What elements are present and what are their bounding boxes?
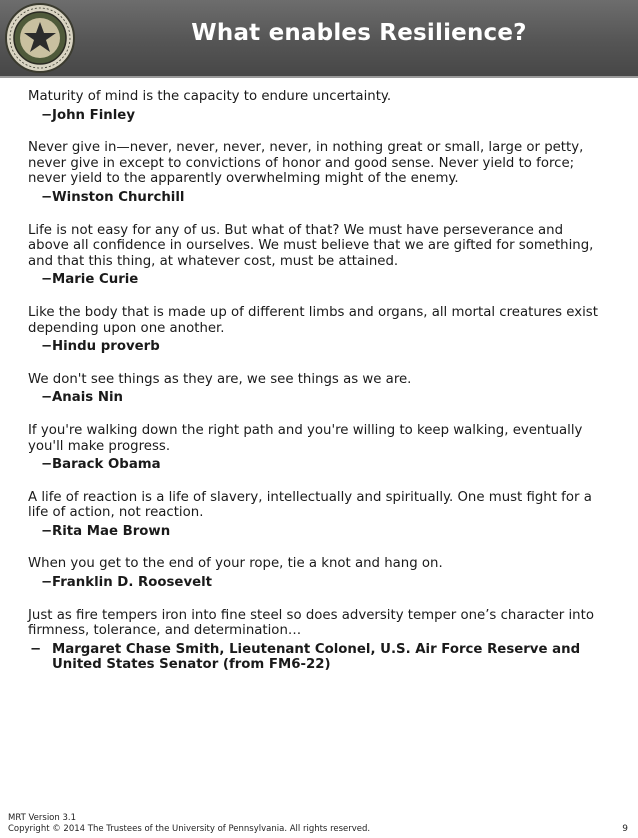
quotes-list: [28, 89, 608, 690]
quote-author: −Barack Obama: [41, 457, 161, 473]
quote-text: A life of reaction is a life of slavery, intellectually and spiritually. One must fight for a life of action, not reaction.: [28, 489, 592, 521]
quote-author: − Margaret Chase Smith, Lieutenant Colonel, U.S. Air Force Reserve and United States Senator (from FM6-22): [30, 641, 581, 673]
quote-text: When you get to the end of your rope, tie a knot and hang on.: [28, 556, 443, 572]
slide-header: [0, 0, 638, 76]
quote-text: If you're walking down the right path and you're willing to keep walking, eventually you'll make progress.: [28, 422, 583, 454]
quote-author: −Rita Mae Brown: [41, 523, 171, 539]
quote-text: Never give in—never, never, never, never, in nothing great or small, large or petty, never give in except to convictions of honor and good sense. Never yield to force; never yield to the apparently overwhelming might of the enemy.: [28, 140, 584, 187]
quote-block: [28, 556, 608, 590]
quote-block: [28, 305, 608, 355]
quote-block: [28, 490, 608, 540]
quote-text: Life is not easy for any of us. But what of that? We must have perseverance and above all confidence in ourselves. We must believe that we are gifted for something, and that this thing, at whatever cost, must be attained.: [28, 222, 594, 269]
quote-author: −Marie Curie: [41, 272, 139, 288]
quote-text: We don't see things as they are, we see things as we are.: [28, 371, 412, 387]
quote-block: [28, 140, 608, 205]
quote-author: −Franklin D. Roosevelt: [41, 575, 213, 591]
page-title: What enables Resilience?: [191, 20, 527, 46]
quote-block: [28, 372, 608, 406]
quote-block: [28, 89, 608, 123]
quote-block: [28, 423, 608, 473]
version-label: MRT Version 3.1: [8, 813, 76, 823]
quote-text: Like the body that is made up of different limbs and organs, all mortal creatures exist depending upon one another.: [28, 304, 598, 336]
page-number: 9: [622, 824, 628, 834]
quote-author: −Anais Nin: [41, 390, 123, 406]
quote-author: −John Finley: [41, 107, 135, 123]
quote-author: −Winston Churchill: [41, 189, 185, 205]
army-seal-icon: [4, 2, 76, 74]
quote-author: −Hindu proverb: [41, 339, 160, 355]
header-divider: [0, 76, 638, 78]
quote-block: [28, 608, 608, 673]
copyright-notice: Copyright © 2014 The Trustees of the University of Pennsylvania. All rights reserved.: [8, 824, 371, 834]
quote-text: Just as fire tempers iron into fine steel so does adversity temper one’s character into firmness, tolerance, and determination…: [28, 607, 594, 639]
slide-footer: [8, 813, 370, 835]
quote-block: [28, 223, 608, 288]
quote-text: Maturity of mind is the capacity to endure uncertainty.: [28, 89, 392, 104]
